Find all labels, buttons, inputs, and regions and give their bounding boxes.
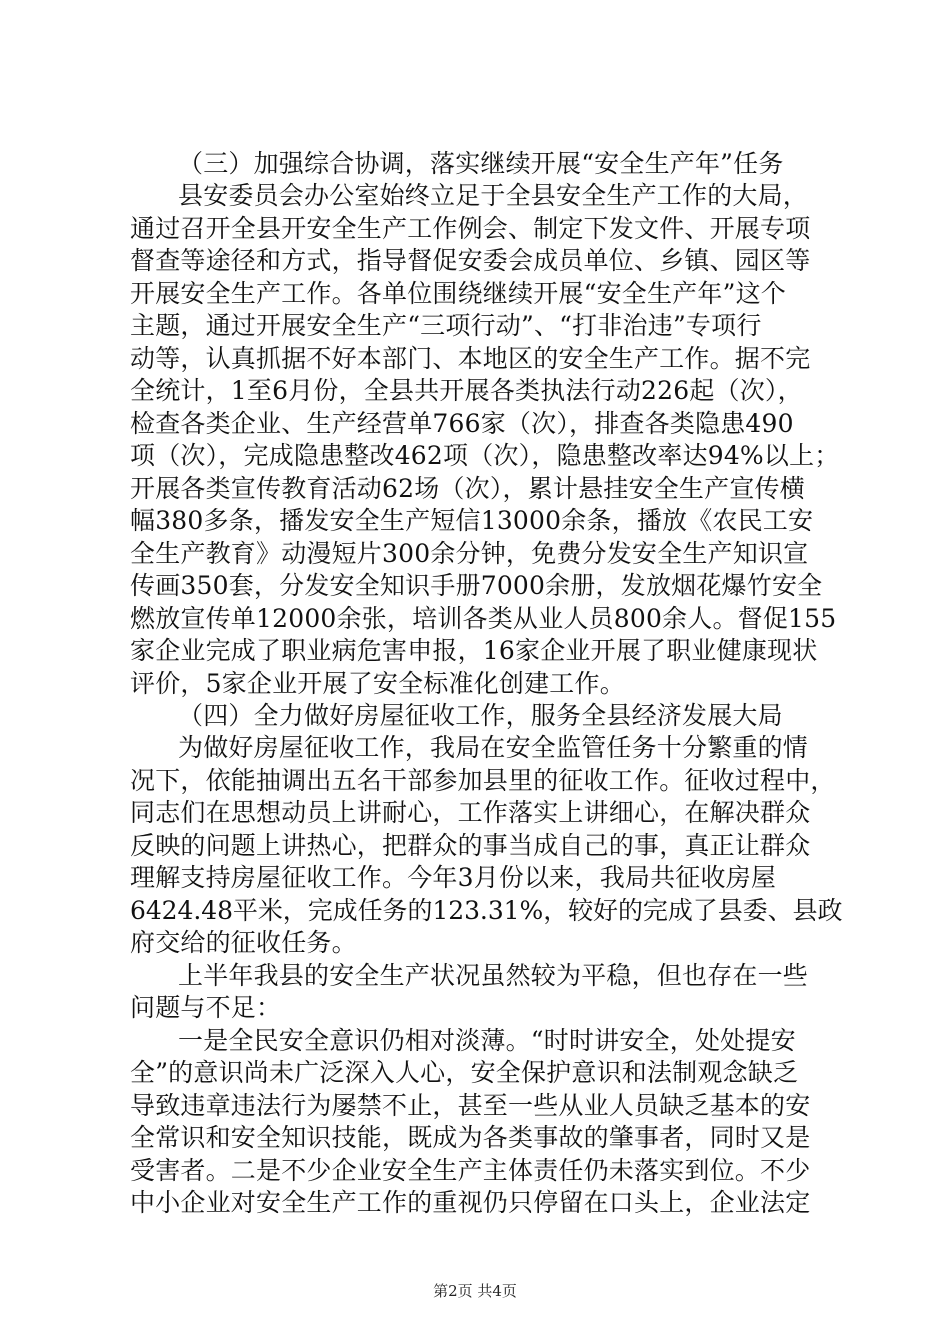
text-line: 全”的意识尚未广泛深入人心，安全保护意识和法制观念缺乏 — [130, 1058, 799, 1087]
text-line: 督查等途径和方式，指导督促安委会成员单位、乡镇、园区等 — [130, 246, 811, 275]
text-line: 导致违章违法行为屡禁不止，甚至一些从业人员缺乏基本的安 — [130, 1091, 811, 1120]
text-line: 开展安全生产工作。各单位围绕继续开展“安全生产年”这个 — [130, 279, 786, 308]
text-line: 检查各类企业、生产经营单766家（次），排查各类隐患490 — [130, 409, 794, 438]
text-line: 一是全民安全意识仍相对淡薄。“时时讲安全，处处提安 — [178, 1026, 796, 1055]
text-line: 燃放宣传单12000余张，培训各类从业人员800余人。督促155 — [130, 604, 837, 633]
text-line: 受害者。二是不少企业安全生产主体责任仍未落实到位。不少 — [130, 1156, 811, 1185]
text-line: （四）全力做好房屋征收工作，服务全县经济发展大局 — [178, 701, 783, 730]
text-line: 开展各类宣传教育活动62场（次），累计悬挂安全生产宣传横 — [130, 474, 805, 503]
text-line: （三）加强综合协调，落实继续开展“安全生产年”任务 — [178, 149, 784, 178]
text-line: 为做好房屋征收工作，我局在安全监管任务十分繁重的情 — [178, 733, 809, 762]
text-line: 项（次），完成隐患整改462项（次），隐患整改率达94%以上； — [130, 441, 840, 470]
text-line: 理解支持房屋征收工作。今年3月份以来，我局共征收房屋 — [130, 863, 777, 892]
text-line: 评价，5家企业开展了安全标准化创建工作。 — [130, 669, 625, 698]
text-line: 传画350套，分发安全知识手册7000余册，发放烟花爆竹安全 — [130, 571, 823, 600]
text-line: 况下，依能抽调出五名干部参加县里的征收工作。征收过程中， — [130, 766, 836, 795]
page-footer: 第2页 共4页 — [433, 1282, 517, 1300]
text-line: 主题，通过开展安全生产“三项行动”、“打非治违”专项行 — [130, 311, 762, 340]
text-line: 同志们在思想动员上讲耐心，工作落实上讲细心，在解决群众 — [130, 798, 811, 827]
text-line: 县安委员会办公室始终立足于全县安全生产工作的大局， — [178, 181, 809, 210]
text-line: 府交给的征收任务。 — [130, 928, 357, 957]
text-line: 全常识和安全知识技能，既成为各类事故的肇事者，同时又是 — [130, 1123, 811, 1152]
text-line: 家企业完成了职业病危害申报，16家企业开展了职业健康现状 — [130, 636, 818, 665]
text-line: 全统计，1至6月份，全县共开展各类执法行动226起（次）， — [130, 376, 803, 405]
text-line: 通过召开全县开安全生产工作例会、制定下发文件、开展专项 — [130, 214, 811, 243]
text-line: 幅380多条，播发安全生产短信13000余条，播放《农民工安 — [130, 506, 814, 535]
text-line: 反映的问题上讲热心，把群众的事当成自己的事，真正让群众 — [130, 831, 811, 860]
text-line: 动等，认真抓据不好本部门、本地区的安全生产工作。据不完 — [130, 344, 811, 373]
text-line: 全生产教育》动漫短片300余分钟，免费分发安全生产知识宣 — [130, 539, 809, 568]
text-line: 问题与不足： — [130, 993, 282, 1022]
text-line: 6424.48平米，完成任务的123.31%，较好的完成了县委、县政 — [130, 896, 843, 925]
text-line: 上半年我县的安全生产状况虽然较为平稳，但也存在一些 — [178, 961, 809, 990]
text-line: 中小企业对安全生产工作的重视仍只停留在口头上，企业法定 — [130, 1188, 811, 1217]
